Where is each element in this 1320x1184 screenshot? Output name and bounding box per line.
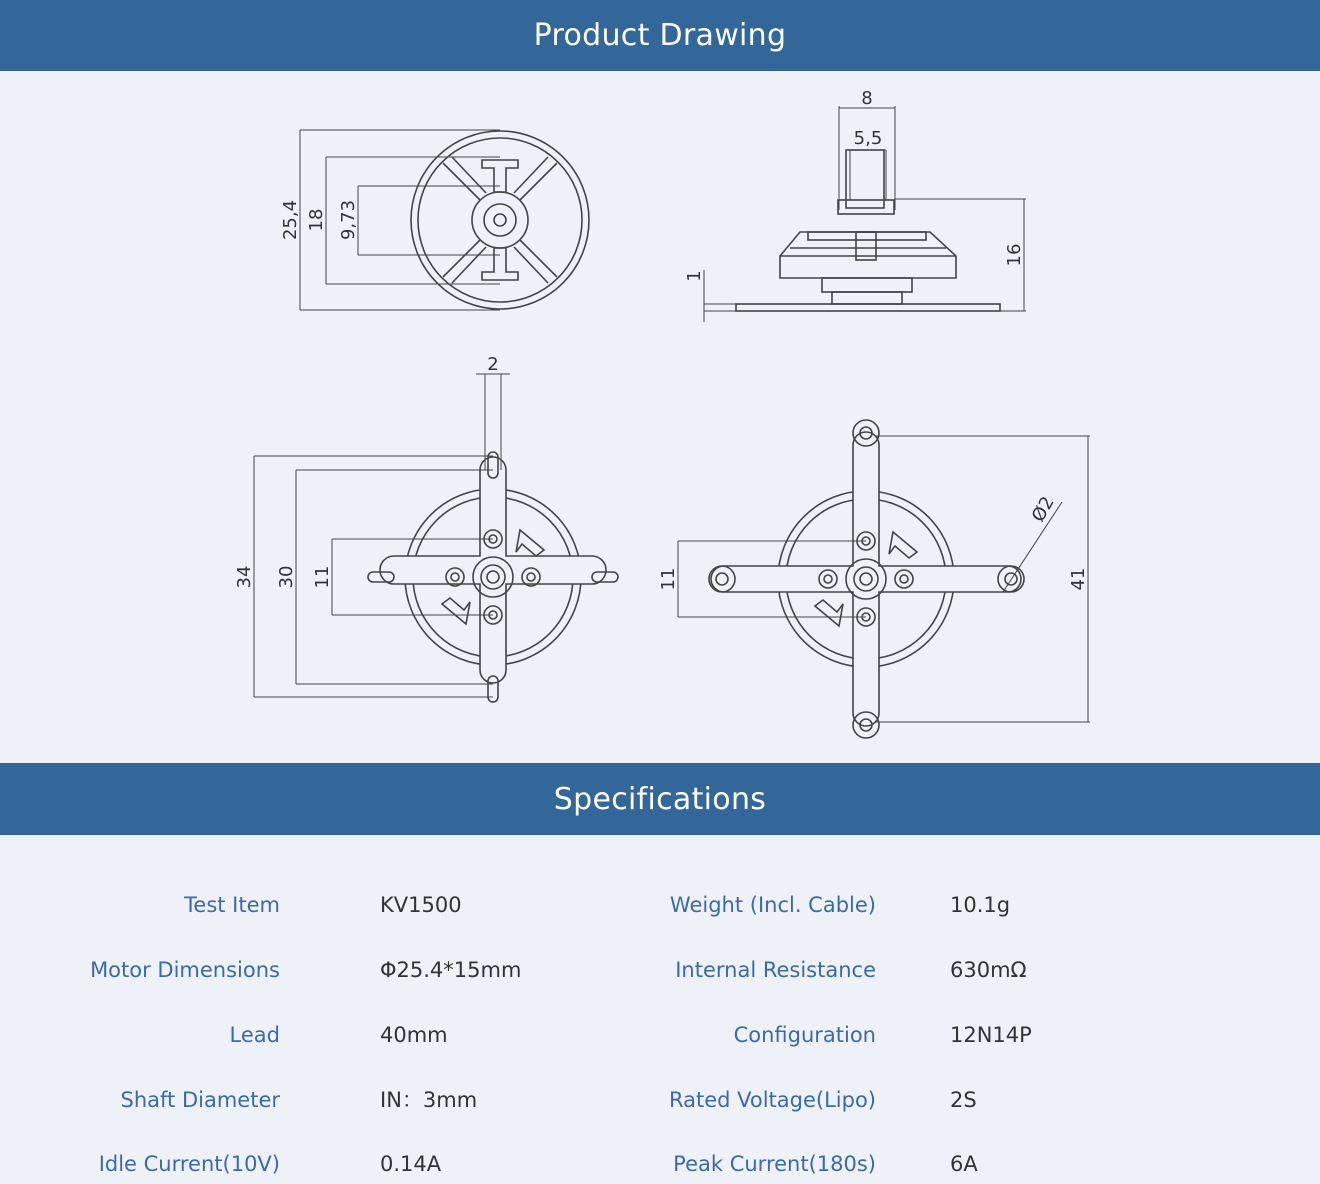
spec-value: 40mm [380,1023,448,1047]
specifications-header [0,763,1320,835]
mount-view-a [254,374,618,702]
spec-label: Motor Dimensions [90,958,280,982]
spec-row [0,1080,1320,1120]
spec-label: Configuration [733,1023,876,1047]
dim-side-shaft: 5,5 [853,128,883,149]
spec-value: 6A [950,1152,978,1176]
dim-mount-b-hole: 11 [658,567,679,591]
spec-value: Φ25.4*15mm [380,958,522,982]
dim-mount-a-span: 30 [276,565,297,589]
dim-mount-a-slot: 2 [487,354,499,375]
product-drawing-title: Product Drawing [533,18,787,53]
spec-value: 630mΩ [950,958,1027,982]
spec-label: Lead [229,1023,280,1047]
mount-view-b [678,420,1090,738]
dim-mount-a-total: 34 [234,565,255,589]
spec-value: 0.14A [380,1152,442,1176]
spec-row [0,950,1320,990]
dim-mount-b-total: 41 [1068,567,1089,591]
specifications-title: Specifications [553,781,767,817]
spec-row [0,1144,1320,1184]
dim-front-inner: 9,73 [338,199,359,241]
spec-label: Rated Voltage(Lipo) [668,1088,876,1112]
dim-front-mid: 18 [306,208,327,232]
technical-drawing [0,71,1320,763]
dim-mount-a-hole: 11 [312,565,333,589]
dim-side-height: 16 [1004,243,1025,267]
spec-label: Weight (Incl. Cable) [669,893,876,917]
spec-value: 2S [950,1088,977,1112]
spec-row [0,885,1320,925]
dim-front-outer: 25,4 [280,199,301,241]
spec-value: KV1500 [380,893,462,917]
spec-value: IN：3mm [380,1088,478,1112]
dim-side-top: 8 [861,88,873,109]
product-drawing-header [0,0,1320,71]
spec-row [0,1015,1320,1055]
spec-label: Shaft Diameter [120,1088,280,1112]
dim-side-base: 1 [684,270,705,282]
spec-value: 12N14P [950,1023,1032,1047]
spec-value: 10.1g [950,893,1011,917]
spec-label: Test Item [184,893,280,917]
spec-label: Idle Current(10V) [98,1152,280,1176]
spec-label: Internal Resistance [675,958,876,982]
spec-label: Peak Current(180s) [673,1152,876,1176]
dim-mount-b-diam: Ø2 [1027,492,1059,526]
